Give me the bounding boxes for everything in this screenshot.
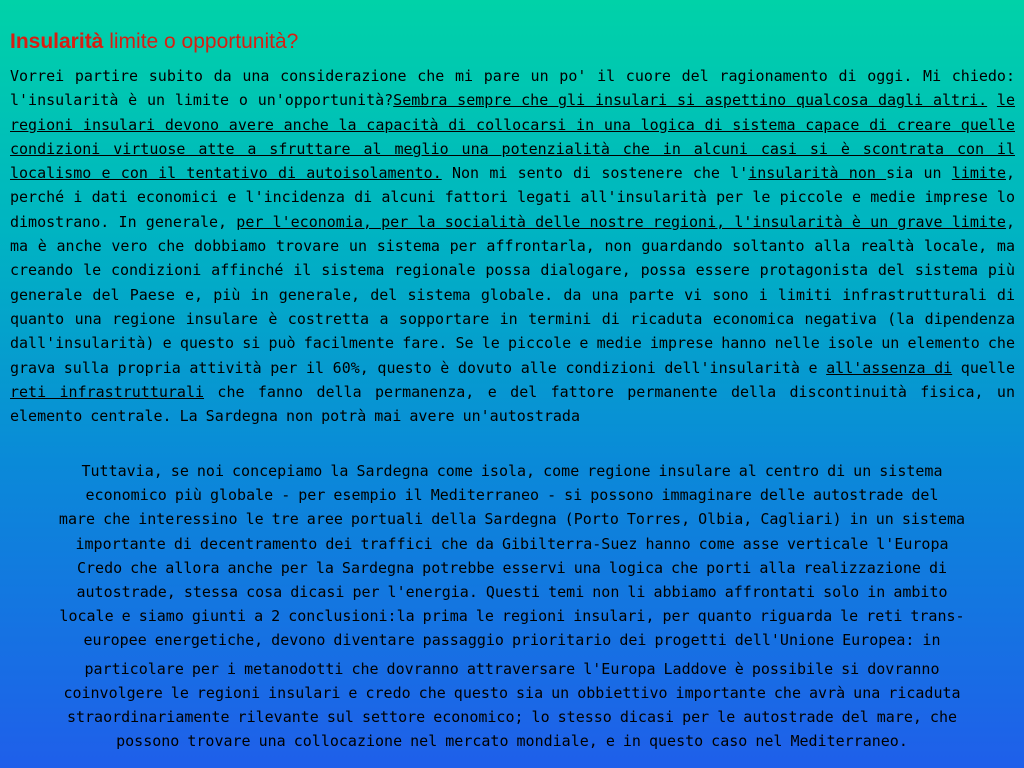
text-run: , perché i dati economici e l'incidenza di alcuni fattori legati all'insularità per le piccole e medie imprese lo dimostrano. In generale, xyxy=(10,164,1016,231)
paragraph-line: straordinariamente rilevante sul settore economico; lo stesso dicasi per le autostrade del mare, che xyxy=(66,708,958,727)
paragraph-line: autostrade, stessa cosa dicasi per l'energia. Questi temi non li abbiamo affrontati solo in ambito xyxy=(76,583,948,602)
paragraph-line: importante di decentramento dei traffici che da Gibilterra-Suez hanno come asse verticale l'Europa xyxy=(75,534,949,553)
paragraph-insularity-limit xyxy=(10,64,1015,428)
paragraph-line: Tuttavia, se noi concepiamo la Sardegna come isola, come regione insulare al centro di un sistema xyxy=(81,462,943,480)
slide-title-bold: Insularità xyxy=(10,30,104,53)
paragraph-line: Credo che allora anche per la Sardegna potrebbe esservi una logica che porti alla realizzazione di xyxy=(76,558,947,577)
underlined-phrase: reti infrastrutturali xyxy=(10,382,205,401)
underlined-phrase: limite xyxy=(951,164,1006,183)
text-run xyxy=(987,91,997,109)
text-run: che fanno della permanenza, e del fattore permanente della discontinuità fisica, un elemento centrale. La Sardegna non potrà mai avere un'autostrada xyxy=(10,382,1015,426)
paragraph-sardinia-hub xyxy=(10,459,1014,753)
text-run: , ma è anche vero che dobbiamo trovare un sistema per affrontarla, non guardando soltanto alla realtà locale, ma creando le condizioni affinché il sistema regionale possa dialogare, possa essere protagonista del sistema più generale del Paese e, più in generale, del sistema globale. da una parte vi sono i limiti infrastrutturali di quanto una regione insulare è costretta a sopportare in termini di ricaduta economica negativa (la dipendenza dall'insularità) e questo si può facilmente fare. Se le piccole e medie imprese hanno nelle isole un elemento che grava sulla propria attività per il 60%, questo è dovuto alle condizioni dell'insularità e xyxy=(10,212,1015,377)
underlined-phrase: le regioni insulari devono avere anche la capacità di collocarsi in una logica di sistema capace di creare quelle condizioni virtuose atte a sfruttare al meglio una potenzialità che in alcuni casi si è scontrata con il localismo e con il tentativo di autoisolamento. xyxy=(10,91,1016,183)
underlined-phrase: Sembra sempre che gli insulari si aspettino qualcosa dagli altri. xyxy=(393,91,988,110)
text-run: sia un xyxy=(886,164,952,183)
paragraph-line: economico più globale - per esempio il Mediterraneo - si possono immaginare delle autostrade del xyxy=(85,486,939,505)
text-run: Vorrei partire subito da una considerazione che mi pare un po' il cuore del ragionamento di oggi. Mi chiedo: l'insularità è un limite o un'opportunità? xyxy=(10,67,1015,110)
underlined-phrase: insularità non xyxy=(748,164,887,183)
slide-title xyxy=(10,30,1010,54)
paragraph-line: particolare per i metanodotti che dovranno attraversare l'Europa Laddove è possibile si dovranno xyxy=(84,659,940,678)
paragraph-line: possono trovare una collocazione nel mercato mondiale, e in questo caso nel Mediterraneo. xyxy=(116,732,908,751)
underlined-phrase: per l'economia, per la socialità delle nostre regioni, l'insularità è un grave limite xyxy=(236,212,1006,231)
paragraph-line: europee energetiche, devono diventare passaggio prioritario dei progetti dell'Unione Europea: in xyxy=(83,631,941,650)
text-run: quelle xyxy=(952,358,1015,377)
text-run: Non mi sento di sostenere che l' xyxy=(441,164,749,183)
paragraph-line: mare che interessino le tre aree portuali della Sardegna (Porto Torres, Olbia, Cagliari) in un sistema xyxy=(58,510,966,529)
paragraph-line: locale e siamo giunti a 2 conclusioni:la prima le regioni insulari, per quanto riguarda le reti trans- xyxy=(59,607,965,626)
slide-title-rest: limite o opportunità? xyxy=(103,30,299,53)
underlined-phrase: all'assenza di xyxy=(826,358,953,377)
paragraph-line: coinvolgere le regioni insulari e credo che questo sia un obbiettivo importante che avrà una ricaduta xyxy=(63,683,961,702)
